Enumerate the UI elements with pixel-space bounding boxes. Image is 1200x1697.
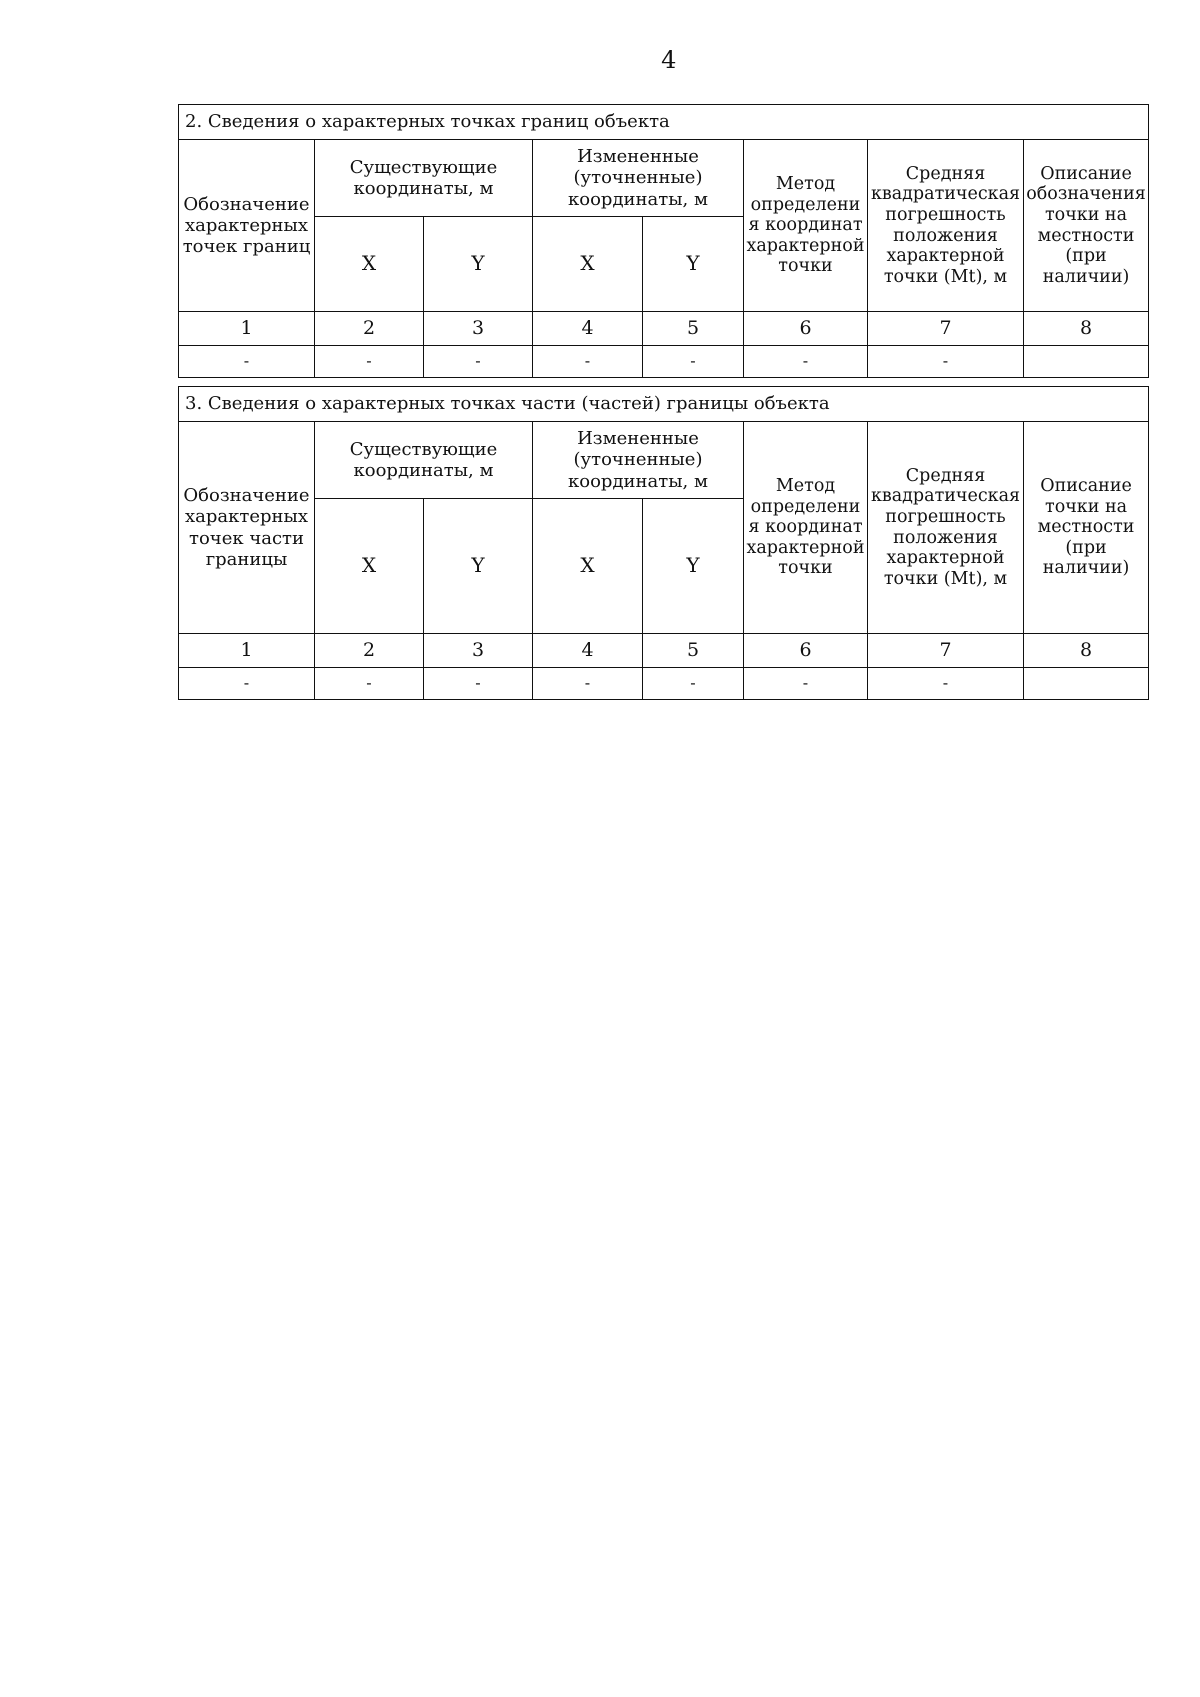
- column-number: 4: [533, 634, 643, 668]
- existing-x-header: X: [315, 217, 424, 312]
- existing-y-header: Y: [424, 217, 533, 312]
- section-3-table: [178, 386, 1149, 700]
- table-cell: -: [744, 346, 868, 378]
- column-number: 3: [424, 312, 533, 346]
- method-header: Метод определения координат характерной точки: [744, 422, 868, 634]
- column-number: 1: [179, 634, 315, 668]
- changed-x-header: X: [533, 217, 643, 312]
- column-number: 8: [1024, 634, 1149, 668]
- column-number: 7: [868, 312, 1024, 346]
- column-numbers-row: [179, 634, 1149, 668]
- section-3-title: 3. Сведения о характерных точках части (частей) границы объекта: [179, 387, 1149, 422]
- table-cell: -: [533, 668, 643, 700]
- column-number: 5: [643, 312, 744, 346]
- method-header: Метод определения координат характерной точки: [744, 140, 868, 312]
- table-cell: -: [744, 668, 868, 700]
- description-header: Описание обозначения точки на местности (при наличии): [1024, 140, 1149, 312]
- page-number: 4: [661, 46, 677, 74]
- column-number: 6: [744, 312, 868, 346]
- existing-coordinates-header: Существующие координаты, м: [315, 422, 533, 499]
- existing-y-header: Y: [424, 499, 533, 634]
- changed-coordinates-header: Измененные (уточненные) координаты, м: [533, 140, 744, 217]
- column-number: 5: [643, 634, 744, 668]
- column-number: 8: [1024, 312, 1149, 346]
- changed-y-header: Y: [643, 217, 744, 312]
- error-header: Средняя квадратическая погрешность положения характерной точки (Mt), м: [868, 422, 1024, 634]
- section-2-title: 2. Сведения о характерных точках границ объекта: [179, 105, 1149, 140]
- table-cell: -: [315, 668, 424, 700]
- table-row: [179, 668, 1149, 700]
- changed-y-header: Y: [643, 499, 744, 634]
- section-2-table: [178, 104, 1149, 378]
- existing-x-header: X: [315, 499, 424, 634]
- column-number: 1: [179, 312, 315, 346]
- table-cell: -: [424, 346, 533, 378]
- table-cell: -: [643, 346, 744, 378]
- table-cell: -: [179, 346, 315, 378]
- column-number: 6: [744, 634, 868, 668]
- point-designation-header: Обозначение характерных точек части границы: [179, 422, 315, 634]
- point-designation-header: Обозначение характерных точек границ: [179, 140, 315, 312]
- description-header: Описание точки на местности (при наличии): [1024, 422, 1149, 634]
- column-number: 3: [424, 634, 533, 668]
- table-cell: -: [868, 346, 1024, 378]
- changed-x-header: X: [533, 499, 643, 634]
- column-number: 2: [315, 312, 424, 346]
- table-cell: [1024, 668, 1149, 700]
- error-header: Средняя квадратическая погрешность положения характерной точки (Mt), м: [868, 140, 1024, 312]
- table-row: [179, 346, 1149, 378]
- column-number: 2: [315, 634, 424, 668]
- table-cell: [1024, 346, 1149, 378]
- changed-coordinates-header: Измененные (уточненные) координаты, м: [533, 422, 744, 499]
- column-number: 4: [533, 312, 643, 346]
- table-cell: -: [315, 346, 424, 378]
- table-cell: -: [643, 668, 744, 700]
- table-cell: -: [533, 346, 643, 378]
- table-cell: -: [868, 668, 1024, 700]
- table-cell: -: [424, 668, 533, 700]
- existing-coordinates-header: Существующие координаты, м: [315, 140, 533, 217]
- table-cell: -: [179, 668, 315, 700]
- column-numbers-row: [179, 312, 1149, 346]
- column-number: 7: [868, 634, 1024, 668]
